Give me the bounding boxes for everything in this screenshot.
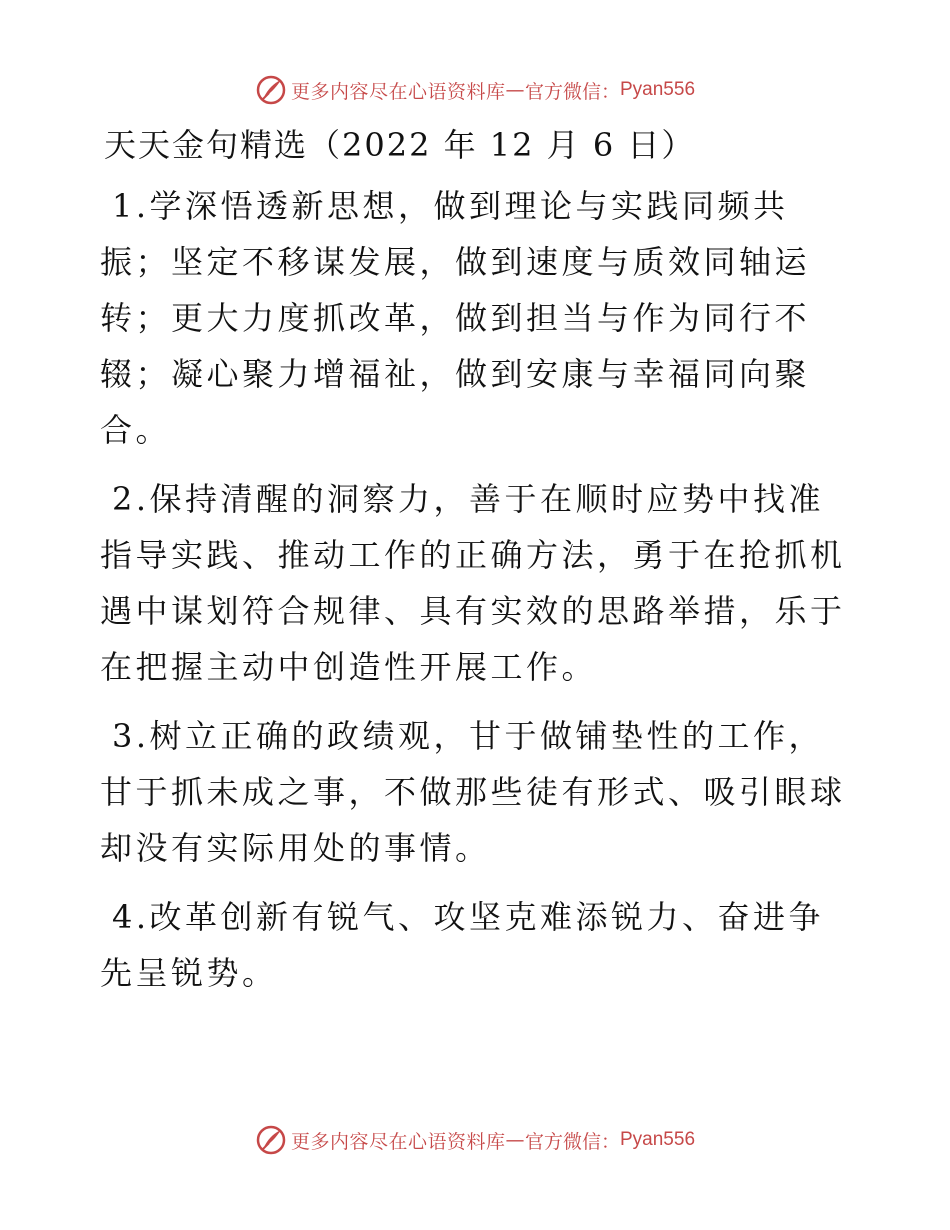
document-title: 天天金句精选（2022 年 12 月 6 日） — [104, 126, 696, 164]
header-watermark — [0, 70, 950, 110]
watermark-wechat-id: Pyan556 — [620, 1129, 696, 1150]
document-body — [100, 178, 848, 1014]
watermark-wechat-id: Pyan556 — [620, 79, 696, 100]
quote-paragraph-4: 4.改革创新有锐气、攻坚克难添锐力、奋进争先呈锐势。 — [100, 898, 825, 992]
feather-pen-logo-icon — [255, 74, 287, 106]
watermark-text: 更多内容尽在心语资料库 — [290, 1130, 506, 1153]
quote-paragraph-3: 3.树立正确的政绩观，甘于做铺垫性的工作，甘于抓未成之事，不做那些徒有形式、吸引眼球却没有实际用处的事情。 — [100, 717, 846, 867]
watermark-wechat-label: 官方微信： — [524, 1130, 620, 1153]
feather-pen-logo-icon — [255, 1124, 287, 1156]
watermark-dash: — — [505, 1129, 525, 1151]
watermark-wechat-label: 官方微信： — [524, 80, 620, 103]
quote-paragraph-1: 1.学深悟透新思想，做到理论与实践同频共振；坚定不移谋发展，做到速度与质效同轴运转；更大力度抓改革，做到担当与作为同行不辍；凝心聚力增福祉，做到安康与幸福同向聚合。 — [100, 187, 811, 449]
footer-watermark — [0, 1120, 950, 1160]
quote-paragraph-2: 2.保持清醒的洞察力，善于在顺时应势中找准指导实践、推动工作的正确方法，勇于在抢抓机遇中谋划符合规律、具有实效的思路举措，乐于在把握主动中创造性开展工作。 — [100, 480, 846, 686]
watermark-dash: — — [505, 79, 525, 101]
watermark-text: 更多内容尽在心语资料库 — [290, 80, 506, 103]
